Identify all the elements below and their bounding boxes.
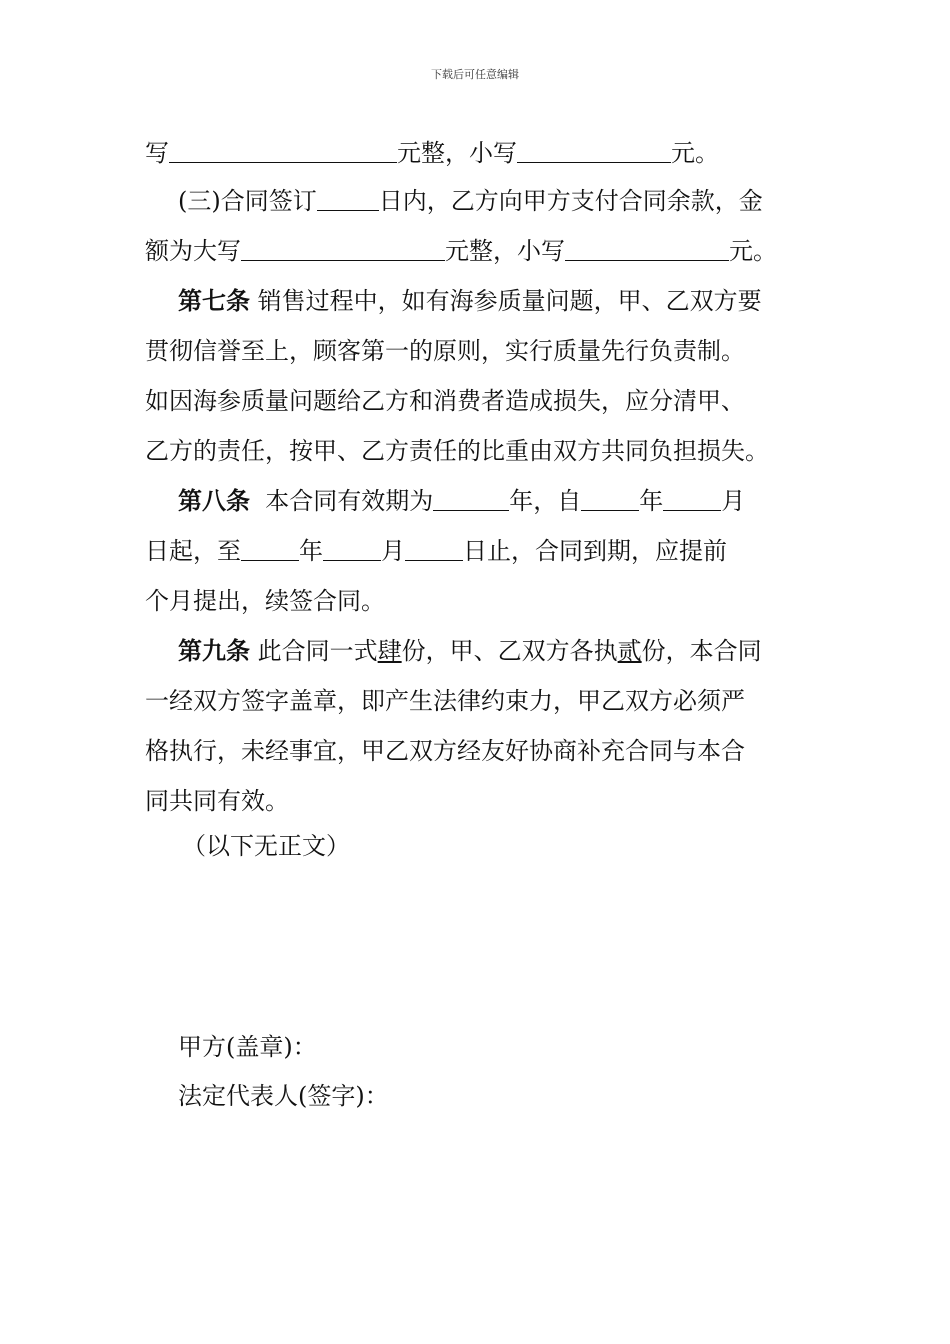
text-fragment: 月: [721, 487, 746, 515]
text-fragment: 元。: [729, 237, 777, 265]
party-a-seal-label: 甲方(盖章)：: [178, 1033, 317, 1061]
blank-field[interactable]: [405, 536, 463, 561]
copies-count: 肆: [377, 637, 402, 665]
text-fragment: 写: [145, 139, 169, 167]
end-note: （以下无正文）: [182, 832, 350, 860]
article-7-line-2: 贯彻信誉至上，顾客第一的原则，实行质量先行负责制。: [145, 337, 745, 365]
blank-field[interactable]: [323, 536, 381, 561]
article-heading: 第八条: [178, 486, 250, 515]
blank-field[interactable]: [433, 486, 509, 511]
text-fragment: 日止，合同到期，应提前: [463, 537, 727, 565]
article-9-line-4: 同共同有效。: [145, 787, 289, 815]
article-8-line-2: [145, 535, 727, 567]
article-7-line-3: 如因海参质量问题给乙方和消费者造成损失，应分清甲、: [145, 387, 745, 415]
text-fragment: 份，甲、乙双方各执: [401, 637, 618, 665]
legal-representative-label: 法定代表人(签字)：: [178, 1082, 389, 1110]
text-fragment: 此合同一式: [257, 637, 378, 665]
article-8-line-3: 个月提出，续签合同。: [145, 587, 385, 615]
article-7-line-1: [178, 285, 762, 317]
blank-field[interactable]: [241, 536, 299, 561]
text-fragment: 额为大写: [145, 237, 241, 265]
article-8-line-1: [178, 485, 745, 517]
text-fragment: 份，本合同: [641, 637, 762, 665]
blank-field[interactable]: [581, 486, 639, 511]
blank-field[interactable]: [565, 236, 729, 261]
text-fragment: 日起，至: [145, 537, 241, 565]
text-fragment: 月: [381, 537, 405, 565]
item-3-line-1: [178, 185, 763, 217]
article-9-line-3: 格执行，未经事宜，甲乙双方经友好协商补充合同与本合: [145, 737, 745, 765]
text-fragment: (三)合同签订: [178, 187, 317, 215]
text-fragment: 年: [639, 487, 664, 515]
text-fragment: 销售过程中，如有海参质量问题，甲、乙双方要: [257, 287, 762, 315]
blank-field[interactable]: [517, 138, 671, 163]
blank-field[interactable]: [241, 236, 445, 261]
amount-line: [145, 137, 719, 169]
text-fragment: 元整，小写: [445, 237, 565, 265]
text-fragment: 本合同有效期为: [265, 487, 434, 515]
text-fragment: 年: [299, 537, 323, 565]
text-fragment: 元整，小写: [397, 139, 517, 167]
blank-field[interactable]: [169, 138, 397, 163]
text-fragment: 日内，乙方向甲方支付合同余款，金: [378, 187, 763, 215]
article-heading: 第七条: [178, 286, 250, 315]
article-9-line-1: [178, 635, 762, 667]
blank-field[interactable]: [663, 486, 721, 511]
page-header: 下载后可任意编辑: [431, 68, 519, 81]
article-7-line-4: 乙方的责任，按甲、乙方责任的比重由双方共同负担损失。: [145, 437, 769, 465]
text-fragment: 年，自: [509, 487, 582, 515]
copies-each-count: 贰: [617, 637, 642, 665]
blank-field[interactable]: [317, 186, 379, 211]
article-9-line-2: 一经双方签字盖章，即产生法律约束力，甲乙双方必须严: [145, 687, 745, 715]
item-3-line-2: [145, 235, 777, 267]
article-heading: 第九条: [178, 636, 250, 665]
text-fragment: 元。: [671, 139, 719, 167]
